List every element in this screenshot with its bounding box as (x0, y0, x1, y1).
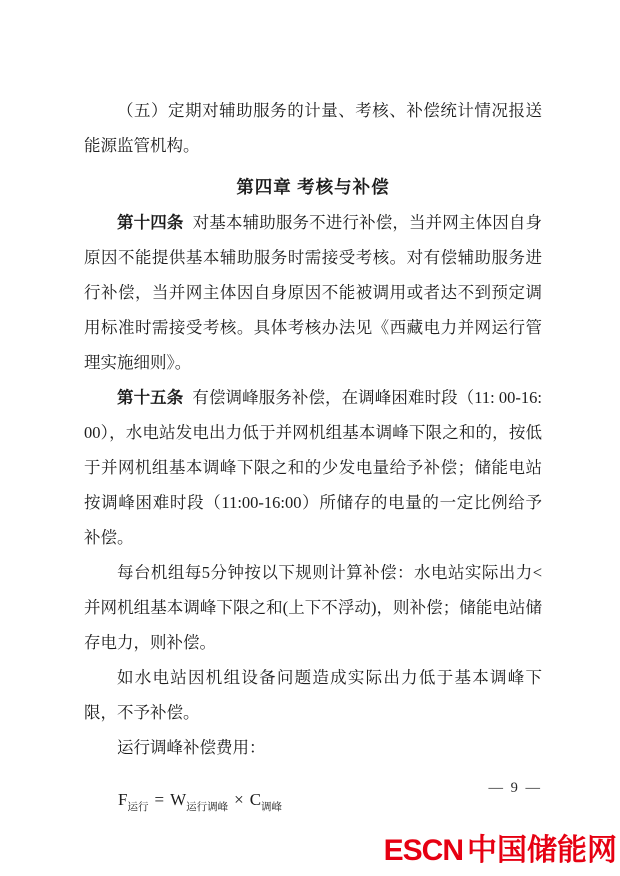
formula-equals-sign: = (154, 790, 165, 809)
logo-text-cn: 中国储能网 (467, 834, 617, 867)
formula-var-f: F (118, 790, 128, 809)
escn-watermark-logo (384, 833, 617, 869)
logo-text-en: ESCN (383, 834, 463, 867)
exception-paragraph-text: 如水电站因机组设备问题造成实际出力低于基本调峰下限，不予补偿。 (84, 668, 542, 722)
formula-times-sign: × (234, 790, 244, 809)
exception-paragraph (84, 660, 542, 730)
article-14-paragraph (84, 205, 542, 380)
document-body (84, 93, 542, 825)
intro-paragraph (84, 93, 542, 163)
rule-paragraph (84, 555, 542, 660)
page-number: — 9 — (488, 780, 542, 796)
formula-sub-tiaofeng: 调峰 (261, 802, 283, 813)
rule-paragraph-text: 每台机组每5分钟按以下规则计算补偿：水电站实际出力<并网机组基本调峰下限之和(上下不浮动)，则补偿；储能电站储存电力，则补偿。 (84, 563, 542, 652)
article-15-number: 第十五条 (117, 388, 184, 407)
formula-sub-yunxing-tiaofeng: 运行调峰 (186, 802, 229, 813)
article-14-number: 第十四条 (117, 213, 184, 232)
chapter-heading: 第四章 考核与补偿 (236, 177, 390, 197)
formula-var-c: C (249, 790, 262, 809)
intro-paragraph-text: （五）定期对辅助服务的计量、考核、补偿统计情况报送能源监管机构。 (84, 101, 542, 155)
fee-label-text: 运行调峰补偿费用： (117, 738, 266, 757)
fee-label-paragraph (84, 730, 542, 765)
article-15-text: 有偿调峰服务补偿，在调峰困难时段（11: 00-16: 00），水电站发电出力低于并网机组基本调峰下限之和的，按低于并网机组基本调峰下限之和的少发电量给予补偿；储能电站按调峰困难时段（11:00-16:00）所储存的电量的一定比例给予补偿。 (84, 388, 542, 547)
formula-sub-yunxing: 运行 (127, 802, 149, 813)
formula-var-w: W (170, 790, 187, 809)
article-14-text: 对基本辅助服务不进行补偿，当并网主体因自身原因不能提供基本辅助服务时需接受考核。对有偿辅助服务进行补偿，当并网主体因自身原因不能被调用或者达不到预定调用标准时需接受考核。具体考核办法见《西藏电力并网运行管理实施细则》。 (84, 213, 543, 372)
article-15-paragraph (84, 380, 542, 555)
